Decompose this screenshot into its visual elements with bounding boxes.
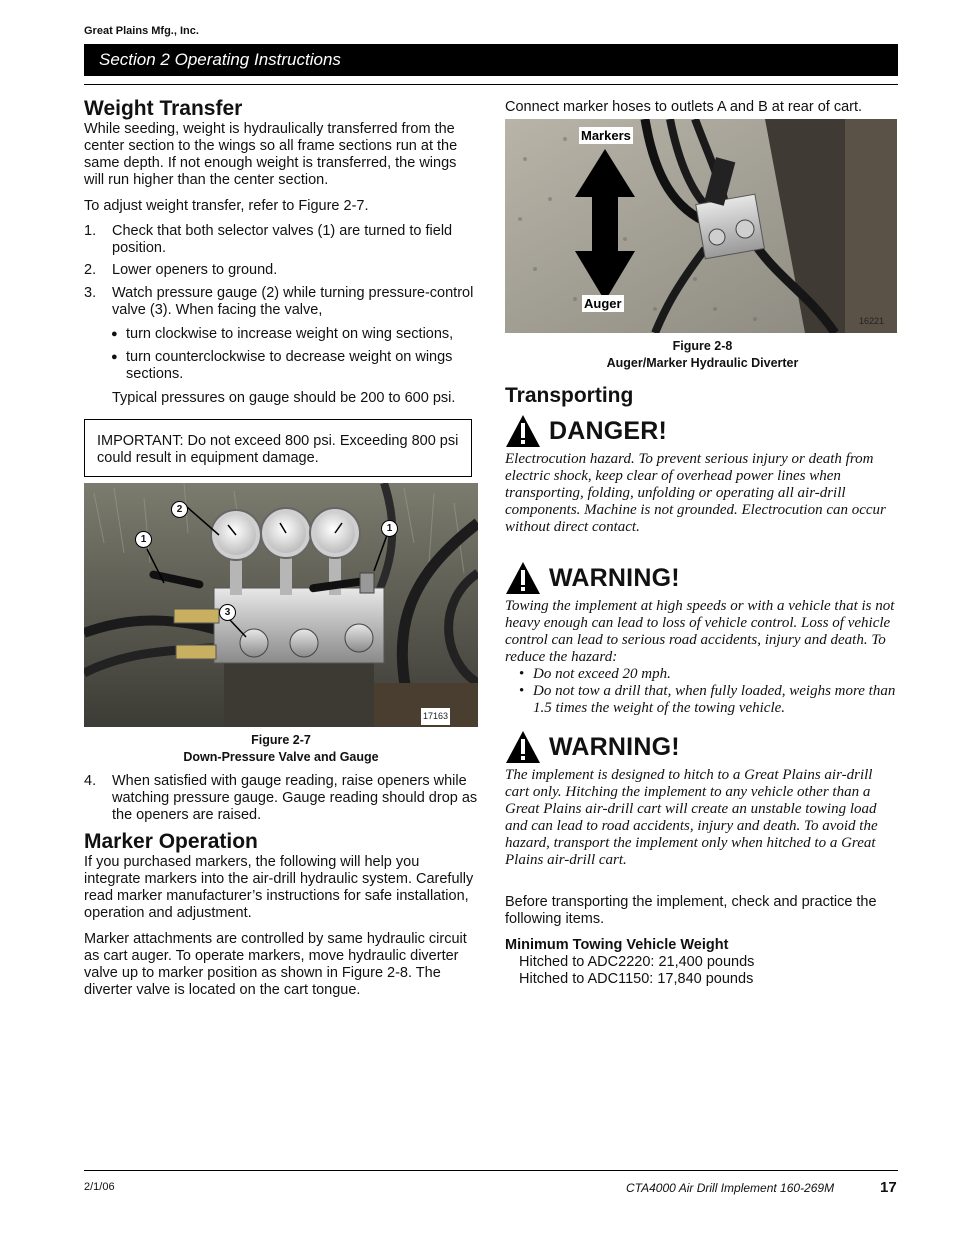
callout-2: 2: [171, 501, 188, 518]
step-4: [84, 773, 478, 824]
step-2: [84, 262, 478, 279]
step-text: When satisfied with gauge reading, raise openers while watching pressure gauge. Gauge reading should drop as the openers are raised.: [112, 773, 478, 823]
step-number: 2.: [84, 262, 97, 278]
important-text: IMPORTANT: Do not exceed 800 psi. Exceeding 800 psi could result in equipment damage.: [97, 433, 459, 466]
marker-operation-heading: Marker Operation: [84, 830, 258, 853]
callout-1-right: 1: [381, 520, 398, 537]
step-number: 1.: [84, 223, 97, 239]
connect-hoses-text: Connect marker hoses to outlets A and B at rear of cart.: [505, 99, 863, 115]
figure-2-8-caption: [505, 338, 900, 372]
warning-bullet: [505, 683, 900, 717]
step-number: 3.: [84, 285, 97, 301]
before-transporting-text: Before transporting the implement, check and practice the following items.: [505, 894, 877, 927]
warning-triangle-icon: [505, 730, 541, 764]
caption-figure-title: Auger/Marker Hydraulic Diverter: [606, 356, 799, 370]
callout-1-left: 1: [135, 531, 152, 548]
diverter-illustration: [505, 119, 897, 333]
marker-operation-p1: If you purchased markers, the following will help you integrate markers into the air-drill hydraulic system. Carefully read marker manufacturer’s instructions for safe installation, operation and adjustment.: [84, 854, 474, 921]
danger-block: [505, 411, 900, 536]
bullet-text: turn clockwise to increase weight on wing sections,: [126, 326, 454, 342]
transporting-heading: Transporting: [505, 384, 634, 407]
marker-operation-p2: Marker attachments are controlled by same hydraulic circuit as cart auger. To operate markers, move hydraulic diverter valve up to marker position as shown in Figure 2-8. The diverter valve is located on the cart tongue.: [84, 931, 467, 998]
footer-document-title: CTA4000 Air Drill Implement 160-269M: [626, 1181, 835, 1195]
weight-adc2220: Hitched to ADC2220: 21,400 pounds: [519, 954, 755, 970]
step-1: [84, 223, 478, 257]
warning-bullet-text: Do not exceed 20 mph.: [533, 666, 671, 682]
weight-transfer-heading: Weight Transfer: [84, 97, 243, 120]
step-3: [84, 285, 478, 319]
warning-title: WARNING!: [549, 563, 680, 592]
danger-text: Electrocution hazard. To prevent serious injury or death from electric shock, keep clear of overhead power lines when transporting, folding, unfolding or operating all air-drill components. Machine is not grounded. Electrocution can occur without direct contact.: [505, 451, 886, 535]
caption-figure-number: Figure 2-8: [672, 339, 733, 353]
danger-header: [505, 411, 900, 451]
bullet-item: [84, 349, 478, 383]
adjust-text: To adjust weight transfer, refer to Figure 2-7.: [84, 198, 369, 214]
company-name: Great Plains Mfg., Inc.: [84, 25, 199, 37]
bullet-text: turn counterclockwise to decrease weight on wings sections.: [126, 349, 453, 382]
bullet-item: [84, 326, 478, 343]
warning-header: [505, 727, 900, 767]
danger-warning-icon: [505, 414, 541, 448]
warning-triangle-icon: [505, 561, 541, 595]
danger-title: DANGER!: [549, 416, 668, 445]
caption-figure-title: Down-Pressure Valve and Gauge: [183, 750, 379, 764]
header-rule: [84, 84, 898, 85]
warning-text: Towing the implement at high speeds or with a vehicle that is not heavy enough can lead to loss of vehicle control. Loss of vehicle control can lead to serious road accidents, injury and death. To reduce the hazard:: [505, 598, 895, 665]
important-box: [84, 419, 472, 477]
figure-2-8-photo: [505, 119, 897, 333]
warning-bullet-text: Do not tow a drill that, when fully loaded, weighs more than 1.5 times the weight of the towing vehicle.: [533, 683, 896, 716]
bullet-dot-icon: ●: [111, 351, 118, 363]
figure-2-7-caption: [84, 732, 478, 766]
caption-figure-number: Figure 2-7: [251, 733, 311, 747]
left-column: [84, 97, 478, 999]
warning-header: [505, 558, 900, 598]
footer-date: 2/1/06: [84, 1181, 115, 1193]
photo-number: 17163: [421, 708, 450, 725]
warning-title: WARNING!: [549, 732, 680, 761]
warning-block-2: [505, 727, 900, 869]
figure-2-7-photo: [84, 483, 478, 727]
photo-number: 16221: [859, 316, 885, 326]
bullet-dot-icon: ●: [111, 328, 118, 340]
warning-bullet: [505, 666, 900, 683]
valve-gauge-illustration: [84, 483, 478, 727]
step-text: Check that both selector valves (1) are turned to field position.: [112, 223, 453, 256]
section-banner: Section 2 Operating Instructions: [84, 44, 898, 76]
warning-text: The implement is designed to hitch to a Great Plains air-drill cart only. Hitching the implement to any vehicle other than a Great Plains air-drill cart will create an unstable towing load and can lead to road accidents, injury and death. To avoid the hazard, transport the implement only when hitched to a Great Plains air-drill cart.: [505, 767, 878, 868]
right-column: [505, 99, 900, 988]
page-number: 17: [880, 1179, 897, 1196]
footer-rule: [84, 1170, 898, 1171]
min-towing-weight-heading: Minimum Towing Vehicle Weight: [505, 937, 729, 953]
weight-adc1150: Hitched to ADC1150: 17,840 pounds: [519, 971, 754, 987]
bullet-dot-icon: •: [519, 666, 525, 682]
bullet-dot-icon: •: [519, 683, 525, 699]
warning-block-1: [505, 558, 900, 717]
markers-label: Markers: [581, 128, 631, 143]
step-number: 4.: [84, 773, 97, 789]
callout-3: 3: [219, 604, 236, 621]
step-text: Lower openers to ground.: [112, 262, 278, 278]
step-text: Watch pressure gauge (2) while turning pressure-control valve (3). When facing the valve,: [112, 285, 474, 318]
weight-transfer-intro: While seeding, weight is hydraulically transferred from the center section to the wings so all frame sections run at the same depth. If not enough weight is transferred, the wings will run higher than the center section.: [84, 121, 458, 188]
typical-pressures: Typical pressures on gauge should be 200 to 600 psi.: [112, 390, 456, 406]
auger-label: Auger: [584, 296, 622, 311]
